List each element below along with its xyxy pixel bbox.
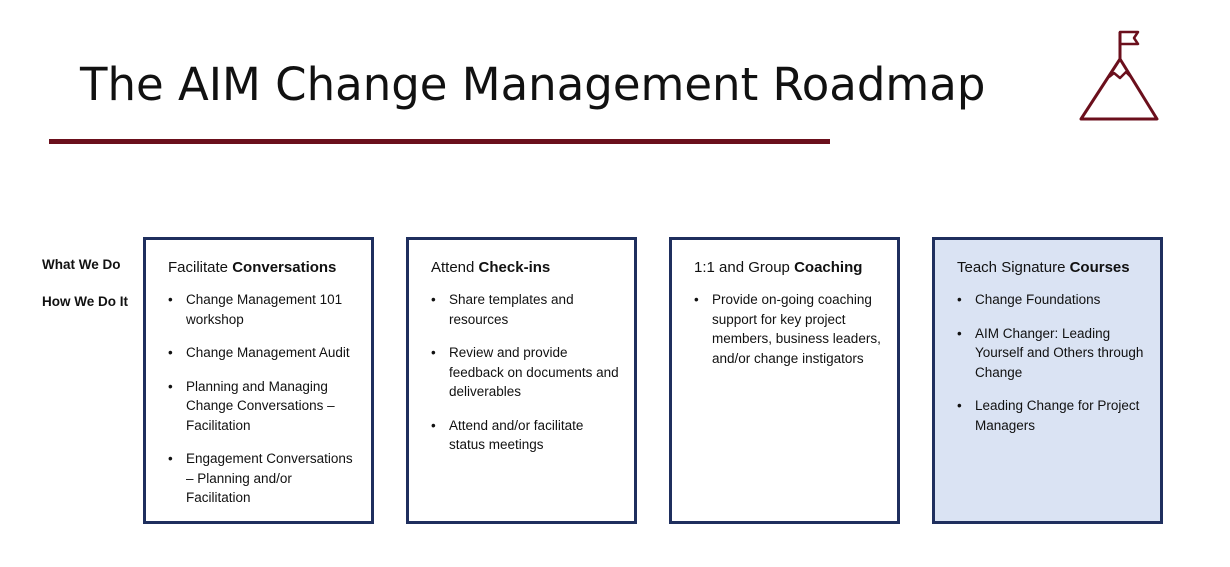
title-underline <box>49 139 830 144</box>
row-label-what: What We Do <box>42 257 121 272</box>
card-conversations <box>143 237 374 524</box>
list-item: • Share templates and resources <box>431 292 574 327</box>
card-title-bold: Coaching <box>794 259 863 276</box>
list-item: • Attend and/or facilitate status meetings <box>431 417 584 452</box>
card-coaching <box>669 237 900 524</box>
list-item: • Change Management Audit <box>168 345 350 360</box>
card-title-prefix: 1:1 and Group <box>694 259 795 276</box>
mountain-flag-icon <box>1078 29 1160 123</box>
list-item: • AIM Changer: Leading Yourself and Others through Change <box>957 325 1144 380</box>
card-title <box>168 258 357 278</box>
list-item: • Review and provide feedback on documents and deliverables <box>431 345 619 399</box>
card-title-prefix: Facilitate <box>168 259 233 276</box>
card-check-ins <box>406 237 637 524</box>
list-item: • Leading Change for Project Managers <box>957 398 1140 433</box>
card-title-prefix: Attend <box>431 259 479 276</box>
list-item: • Change Management 101 workshop <box>168 292 343 327</box>
card-title <box>431 258 620 278</box>
row-label-how: How We Do It <box>42 294 128 309</box>
card-title <box>694 258 883 278</box>
card-title <box>957 258 1146 278</box>
card-list <box>694 290 883 368</box>
page-title: The AIM Change Management Roadmap <box>80 58 986 111</box>
card-title-bold: Conversations <box>232 259 337 276</box>
card-list <box>168 290 357 508</box>
card-list <box>431 290 620 455</box>
card-courses <box>932 237 1163 524</box>
list-item: • Change Foundations <box>957 292 1101 307</box>
card-title-bold: Check-ins <box>478 259 551 276</box>
list-item: • Engagement Conversations – Planning and/or Facilitation <box>168 451 353 505</box>
card-list <box>957 290 1146 435</box>
card-title-prefix: Teach Signature <box>957 259 1070 276</box>
card-title-bold: Courses <box>1069 259 1130 276</box>
list-item: • Provide on-going coaching support for key project members, business leaders, and/or change instigators <box>694 292 881 366</box>
list-item: • Planning and Managing Change Conversations – Facilitation <box>168 378 335 433</box>
